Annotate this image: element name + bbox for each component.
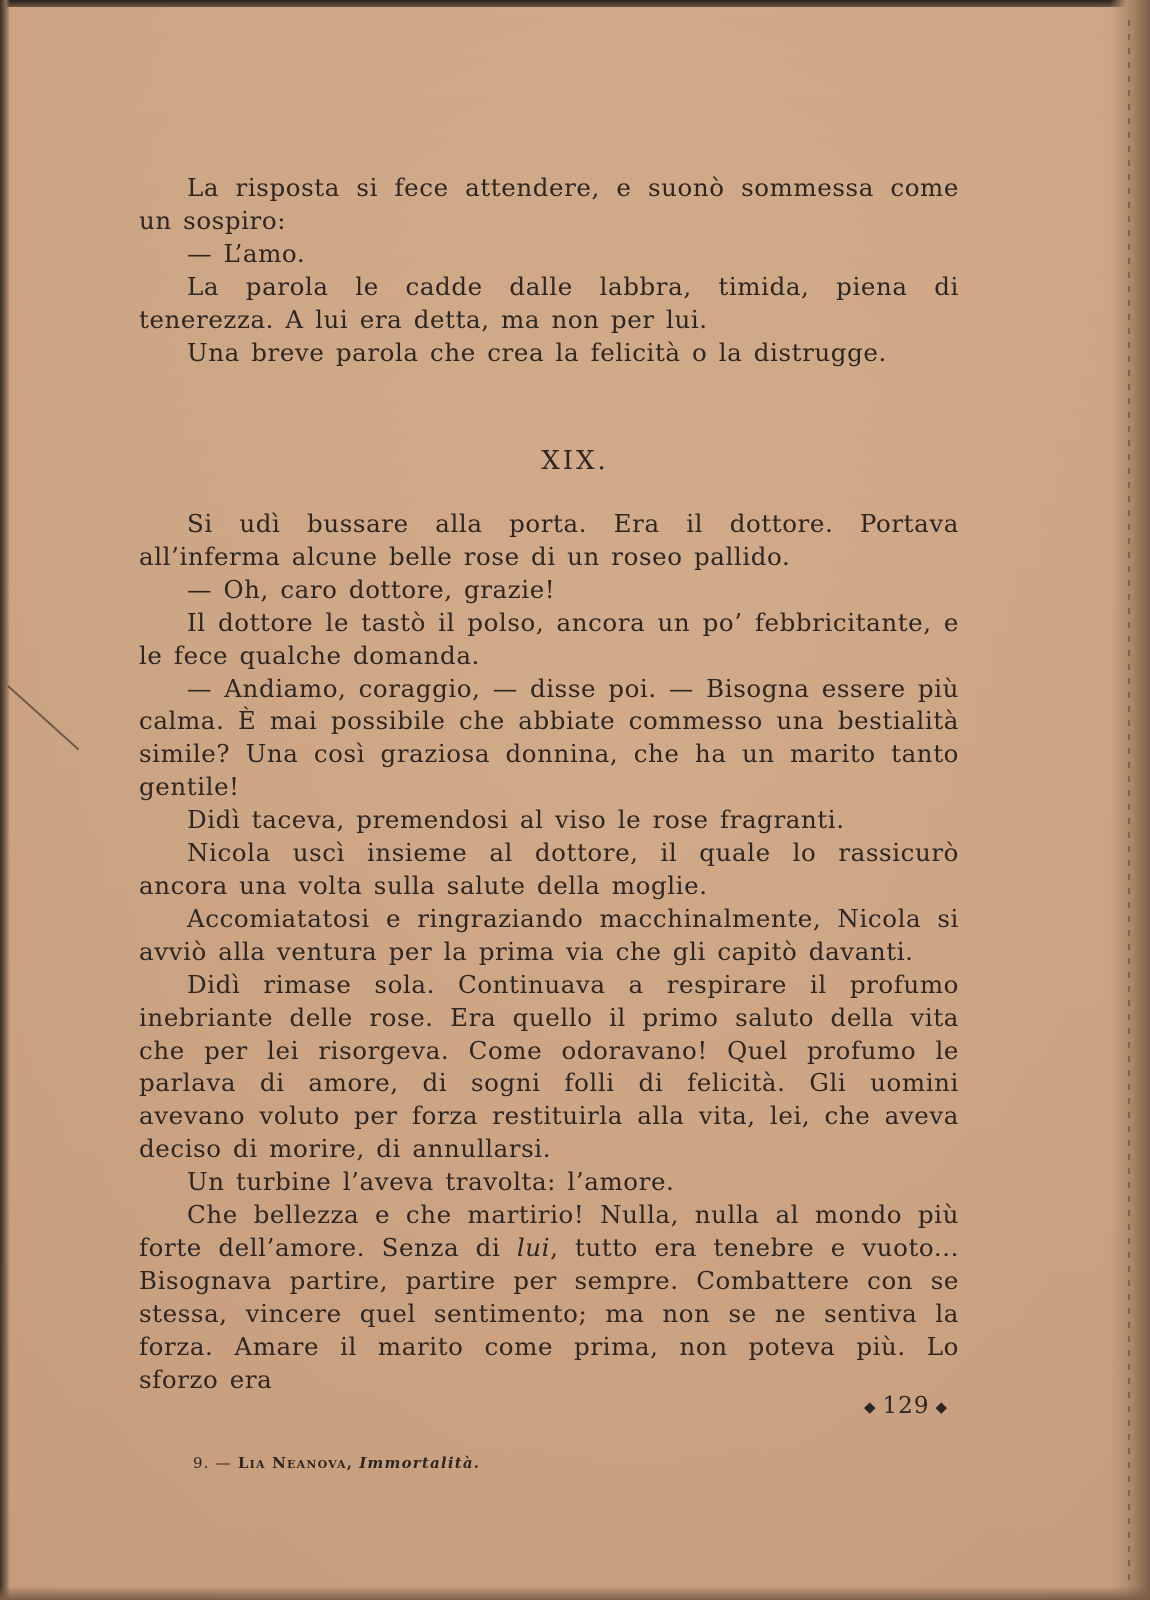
page-left-edge bbox=[0, 0, 10, 1600]
signature-title: Immortalità. bbox=[359, 1454, 481, 1472]
upper-text-block bbox=[139, 172, 959, 369]
paragraph: — Oh, caro dottore, grazie! bbox=[187, 574, 556, 604]
lower-text-block bbox=[139, 508, 959, 1396]
italic-word: lui bbox=[516, 1232, 551, 1262]
paragraph: — Andiamo, coraggio, — disse poi. — Bisogna essere più calma. È mai possibile che abbiate commesso una bestialità simile? Una così graziosa donnina, che ha un marito tanto gentile! bbox=[139, 673, 959, 802]
paragraph: La parola le cadde dalle labbra, timida, piena di tenerezza. A lui era detta, ma non per lui. bbox=[139, 271, 959, 334]
paragraph: — L’amo. bbox=[187, 238, 306, 268]
page-number bbox=[858, 1393, 954, 1419]
paragraph: Didì rimase sola. Continuava a respirare il profumo inebriante delle rose. Era quello il primo saluto della vita che per lei risorgeva. Come odoravano! Quel profumo le parlava di amore, di sogni folli di felicità. Gli uomini avevano voluto per forza restituirla alla vita, lei, che aveva deciso di morire, di annullarsi. bbox=[139, 969, 959, 1164]
page-top-edge bbox=[0, 0, 1150, 7]
paragraph: Il dottore le tastò il polso, ancora un po’ febbricitante, e le fece qualche domanda. bbox=[139, 607, 959, 670]
signature-sheet: 9. — bbox=[193, 1454, 232, 1472]
page-right-edge bbox=[1110, 0, 1150, 1600]
paragraph-text: Che bellezza e che martirio! Nulla, nulla al mondo più forte dell’amore. Senza di bbox=[139, 1200, 959, 1262]
paragraph: Nicola uscì insieme al dottore, il quale lo rassicurò ancora una volta sulla salute della moglie. bbox=[139, 838, 959, 900]
diamond-ornament-icon: ◆ bbox=[864, 1398, 877, 1416]
diamond-ornament-icon: ◆ bbox=[935, 1398, 948, 1416]
paragraph: Accomiatatosi e ringraziando macchinalmente, Nicola si avviò alla ventura per la prima via che gli capitò davanti. bbox=[139, 903, 959, 966]
paragraph: Si udì bussare alla porta. Era il dottore. Portava all’inferma alcune belle rose di un roseo pallido. bbox=[139, 509, 959, 571]
chapter-heading: XIX. bbox=[541, 446, 609, 476]
paragraph-text: , tutto era tenebre e vuoto... Bisognava partire, partire per sempre. Combattere con se stessa, vincere quel sentimento; ma non se ne sentiva la forza. Amare il marito come prima, non poteva più. Lo sforzo era bbox=[139, 1232, 959, 1394]
paragraph: Una breve parola che crea la felicità o la distrugge. bbox=[187, 337, 887, 367]
page-number-value: 129 bbox=[882, 1393, 930, 1419]
page-bottom-edge bbox=[0, 1586, 1150, 1600]
signature-author: Lia Neanova, bbox=[237, 1454, 354, 1472]
paragraph bbox=[139, 1199, 959, 1396]
paragraph: La risposta si fece attendere, e suonò sommessa come un sospiro: bbox=[139, 173, 959, 235]
paragraph: Didì taceva, premendosi al viso le rose fragranti. bbox=[187, 805, 845, 835]
paper-crease bbox=[7, 685, 79, 750]
paragraph: Un turbine l’aveva travolta: l’amore. bbox=[187, 1167, 675, 1197]
printer-signature bbox=[193, 1454, 480, 1472]
